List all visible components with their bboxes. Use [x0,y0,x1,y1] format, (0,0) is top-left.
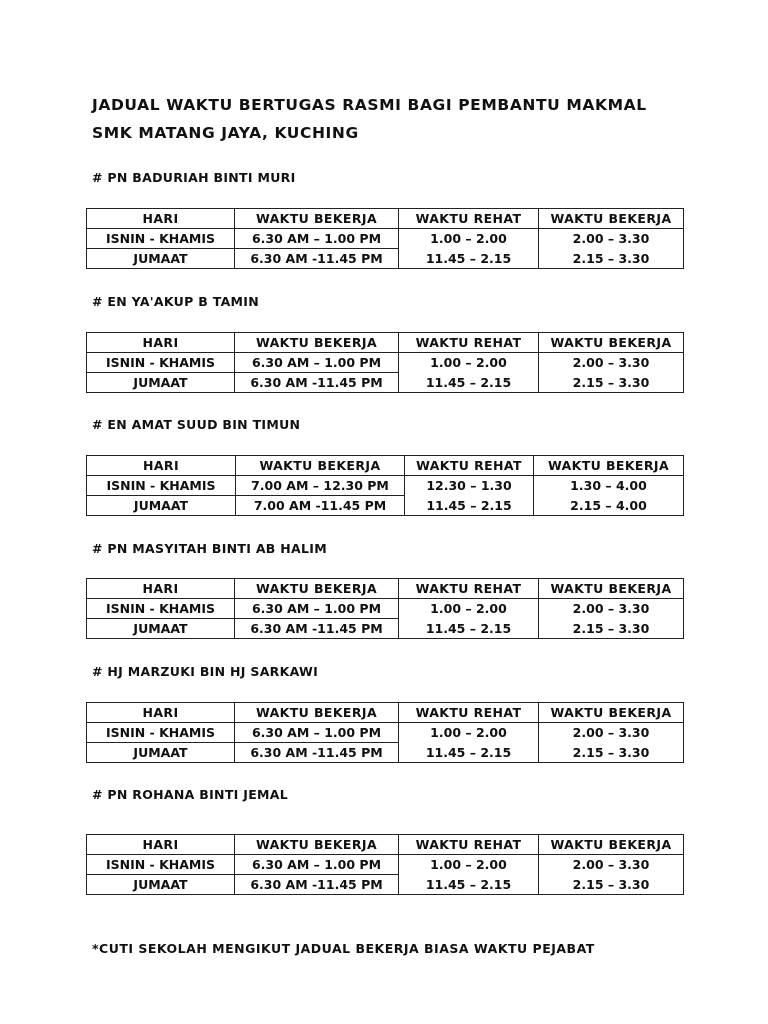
header-hari: HARI [87,703,235,723]
table-row [87,476,684,496]
header-waktu-bekerja: WAKTU BEKERJA [539,333,684,353]
header-waktu-rehat: WAKTU REHAT [399,579,539,599]
table-row [87,875,684,895]
schedule-table [86,834,684,895]
cell-bekerja: 2.15 – 3.30 [539,743,684,763]
schedule-table [86,455,684,516]
cell-bekerja: 6.30 AM -11.45 PM [235,875,399,895]
staff-heading: # EN YA'AKUP B TAMIN [92,294,259,309]
staff-heading: # EN AMAT SUUD BIN TIMUN [92,417,301,432]
cell-bekerja: 6.30 AM – 1.00 PM [235,599,399,619]
header-waktu-bekerja: WAKTU BEKERJA [539,209,684,229]
page-title-line1: JADUAL WAKTU BERTUGAS RASMI BAGI PEMBANTU MAKMAL [92,96,647,114]
cell-hari: ISNIN - KHAMIS [87,855,235,875]
staff-heading: # PN MASYITAH BINTI AB HALIM [92,541,327,556]
table-row [87,855,684,875]
header-waktu-rehat: WAKTU REHAT [399,835,539,855]
cell-rehat: 1.00 – 2.00 [399,229,539,249]
cell-bekerja: 6.30 AM – 1.00 PM [235,229,399,249]
table-row [87,723,684,743]
cell-hari: JUMAAT [87,743,235,763]
table-row [87,619,684,639]
header-waktu-rehat: WAKTU REHAT [405,456,534,476]
header-hari: HARI [87,456,236,476]
cell-rehat: 11.45 – 2.15 [399,373,539,393]
header-hari: HARI [87,835,235,855]
header-hari: HARI [87,579,235,599]
page-title-line2: SMK MATANG JAYA, KUCHING [92,124,359,142]
schedule-table [86,702,684,763]
cell-rehat: 1.00 – 2.00 [399,599,539,619]
header-hari: HARI [87,209,235,229]
table-row [87,353,684,373]
staff-heading: # HJ MARZUKI BIN HJ SARKAWI [92,664,319,679]
cell-rehat: 11.45 – 2.15 [399,619,539,639]
header-row [87,209,684,229]
cell-rehat: 12.30 – 1.30 [405,476,534,496]
cell-bekerja: 2.15 – 3.30 [539,249,684,269]
header-waktu-bekerja: WAKTU BEKERJA [235,835,399,855]
cell-bekerja: 2.15 – 3.30 [539,619,684,639]
header-waktu-bekerja: WAKTU BEKERJA [235,209,399,229]
cell-hari: JUMAAT [87,373,235,393]
header-row [87,456,684,476]
cell-bekerja: 2.00 – 3.30 [539,229,684,249]
cell-bekerja: 6.30 AM -11.45 PM [235,743,399,763]
header-row [87,835,684,855]
cell-hari: JUMAAT [87,249,235,269]
header-waktu-rehat: WAKTU REHAT [399,209,539,229]
cell-bekerja: 7.00 AM – 12.30 PM [236,476,405,496]
staff-heading: # PN BADURIAH BINTI MURI [92,170,296,185]
table-row [87,496,684,516]
cell-bekerja: 6.30 AM – 1.00 PM [235,353,399,373]
cell-hari: ISNIN - KHAMIS [87,476,236,496]
table-row [87,743,684,763]
cell-bekerja: 7.00 AM -11.45 PM [236,496,405,516]
header-waktu-bekerja: WAKTU BEKERJA [235,579,399,599]
schedule-table [86,332,684,393]
header-waktu-bekerja: WAKTU BEKERJA [539,835,684,855]
header-waktu-bekerja: WAKTU BEKERJA [235,333,399,353]
header-row [87,579,684,599]
header-waktu-bekerja: WAKTU BEKERJA [539,579,684,599]
cell-rehat: 1.00 – 2.00 [399,723,539,743]
schedule-table [86,578,684,639]
cell-rehat: 1.00 – 2.00 [399,353,539,373]
header-waktu-bekerja: WAKTU BEKERJA [236,456,405,476]
cell-bekerja: 6.30 AM -11.45 PM [235,249,399,269]
cell-hari: ISNIN - KHAMIS [87,229,235,249]
cell-bekerja: 2.00 – 3.30 [539,599,684,619]
table-row [87,229,684,249]
cell-bekerja: 2.00 – 3.30 [539,353,684,373]
cell-bekerja: 2.15 – 3.30 [539,875,684,895]
cell-rehat: 1.00 – 2.00 [399,855,539,875]
cell-hari: ISNIN - KHAMIS [87,723,235,743]
cell-bekerja: 1.30 – 4.00 [534,476,684,496]
header-row [87,703,684,723]
cell-bekerja: 2.00 – 3.30 [539,855,684,875]
cell-bekerja: 2.15 – 4.00 [534,496,684,516]
cell-bekerja: 2.15 – 3.30 [539,373,684,393]
header-waktu-rehat: WAKTU REHAT [399,703,539,723]
cell-bekerja: 6.30 AM -11.45 PM [235,619,399,639]
header-waktu-bekerja: WAKTU BEKERJA [534,456,684,476]
header-waktu-bekerja: WAKTU BEKERJA [235,703,399,723]
header-hari: HARI [87,333,235,353]
cell-bekerja: 6.30 AM – 1.00 PM [235,855,399,875]
header-waktu-rehat: WAKTU REHAT [399,333,539,353]
header-waktu-bekerja: WAKTU BEKERJA [539,703,684,723]
cell-hari: JUMAAT [87,875,235,895]
cell-hari: ISNIN - KHAMIS [87,353,235,373]
cell-bekerja: 2.00 – 3.30 [539,723,684,743]
table-row [87,249,684,269]
table-row [87,599,684,619]
cell-hari: ISNIN - KHAMIS [87,599,235,619]
table-row [87,373,684,393]
cell-rehat: 11.45 – 2.15 [399,249,539,269]
cell-rehat: 11.45 – 2.15 [405,496,534,516]
header-row [87,333,684,353]
cell-hari: JUMAAT [87,496,236,516]
footnote: *CUTI SEKOLAH MENGIKUT JADUAL BEKERJA BIASA WAKTU PEJABAT [92,941,595,956]
cell-hari: JUMAAT [87,619,235,639]
schedule-table [86,208,684,269]
staff-heading: # PN ROHANA BINTI JEMAL [92,787,289,802]
cell-bekerja: 6.30 AM -11.45 PM [235,373,399,393]
cell-rehat: 11.45 – 2.15 [399,743,539,763]
cell-rehat: 11.45 – 2.15 [399,875,539,895]
cell-bekerja: 6.30 AM – 1.00 PM [235,723,399,743]
